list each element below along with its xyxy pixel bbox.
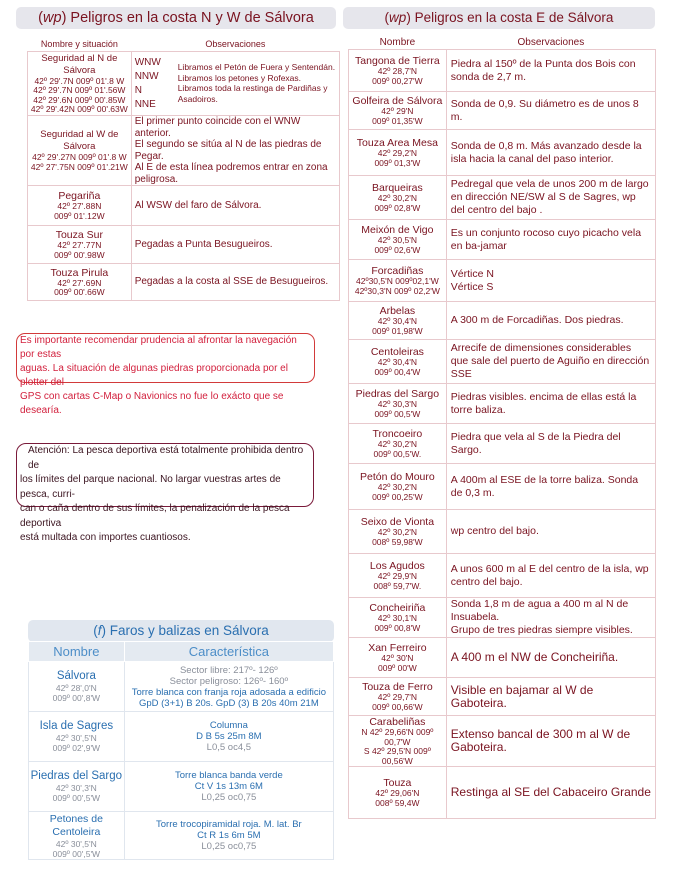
- observation: Restinga al SE del Cabaceiro Grande: [446, 767, 655, 819]
- observation: wp centro del bajo.: [446, 510, 655, 554]
- hazard-name: Arbelas: [379, 305, 416, 317]
- light-coords: 42º 30',3'N: [55, 783, 97, 793]
- observation: A 400 m el NW de Concheiriña.: [446, 638, 655, 678]
- hazard-name: Troncoeiro: [372, 428, 423, 440]
- hazard-coords: 42º 29'.42N 009º 00'.63W: [30, 104, 128, 114]
- direction: NNW: [134, 71, 159, 82]
- hazard-coords: 009º 01,98'W: [372, 325, 423, 336]
- hazard-name: Touza Pirula: [50, 266, 109, 279]
- hazard-name: Touza Area Mesa: [356, 137, 438, 149]
- hazard-coords: S 42º 29,5'N 009º 00,56'W: [363, 746, 431, 766]
- light-characteristic: L0,25 oc0,75: [201, 792, 257, 803]
- note-line: está multada con importes cuantiosos.: [20, 532, 191, 543]
- table-row: [349, 260, 656, 302]
- hazard-coords: 42º 29'.6N 009º 00'.85W: [33, 94, 126, 105]
- light-name: Isla de Sagres: [39, 720, 114, 732]
- light-name: Petones de Centoleira: [49, 812, 103, 838]
- light-name: Sálvora: [56, 670, 96, 682]
- table-row: [29, 812, 334, 860]
- observation: Piedra que vela al S de la Piedra del Sargo.: [446, 424, 655, 464]
- direction: NNE: [134, 99, 156, 110]
- right-header-title: Peligros en la costa E de Sálvora: [410, 10, 614, 25]
- hazard-name: Carabeliñas: [369, 716, 426, 728]
- hazard-coords: 42º30,5'N 009º02,1'W: [356, 276, 439, 286]
- light-characteristic: L0,25 oc0,75: [201, 841, 257, 852]
- observation: Libramos el Petón de Fuera y Sentendán.: [177, 62, 336, 72]
- hazard-name: Barqueiras: [371, 182, 423, 194]
- table-row: [349, 638, 656, 678]
- direction: WNW: [134, 57, 161, 68]
- right-section-header: (wp) Peligros en la costa E de Sálvora: [343, 7, 655, 29]
- note-line: GPS con cartas C-Map o Navionics no fue lo exácto que se desearía.: [20, 391, 284, 416]
- hazard-coords: 009º 00,5'W: [374, 408, 421, 419]
- note-line: los límites del parque nacional. No largar vuestras artes de pesca, curri-: [20, 474, 281, 500]
- left-col-obs-header: Observaciones: [205, 39, 266, 49]
- table-row: [349, 598, 656, 638]
- observation: Extenso bancal de 300 m al W de Gaboteira.: [446, 716, 655, 767]
- light-characteristic: Sector peligroso: 126º- 160º: [169, 675, 289, 687]
- observation: Al E de esta línea podremos entrar en zona peligrosa.: [134, 162, 328, 185]
- right-col-name-header: Nombre: [379, 37, 416, 48]
- hazard-coords: 42º 29'.7N 009º 01'.8 W: [34, 75, 125, 86]
- hazard-coords: 009º 00'W: [378, 662, 417, 673]
- light-characteristic: Sector libre: 217º- 126º: [179, 664, 278, 676]
- lights-col-name-header: Nombre: [29, 642, 125, 662]
- light-characteristic: GpD (3+1) B 20s. GpD (3) B 20s 40m 21M: [138, 697, 319, 709]
- observation: Vértice N Vértice S: [446, 260, 655, 302]
- light-coords: 009º 02',9'W: [52, 743, 101, 753]
- note-line: aguas. La situación de algunas piedras proporcionada por el plotter del: [20, 363, 288, 388]
- table-row: [349, 554, 656, 598]
- light-coords: 42º 28',0'N: [55, 683, 97, 693]
- observation: Arrecife de dimensiones considerables que sale del puerto de Aguiño en dirección SSE: [446, 340, 655, 384]
- table-row: [349, 767, 656, 819]
- hazard-coords: 009º 01,3'W: [374, 157, 421, 168]
- lights-table: [28, 641, 334, 860]
- observation: Sonda 1,8 m de agua a 400 m al N de Insuabela. Grupo de tres piedras siempre visibles.: [446, 598, 655, 638]
- table-row: [349, 510, 656, 554]
- light-coords: 009º 00',5'W: [52, 848, 101, 859]
- observation: El primer punto coincide con el WNW anterior.: [134, 116, 301, 139]
- hazard-coords: 42º 29,7'N: [377, 692, 417, 702]
- table-row: [349, 340, 656, 384]
- hazard-name: Touza de Ferro: [362, 681, 433, 693]
- left-header-abbr: wp: [43, 10, 62, 26]
- hazard-coords: 009º 00'.66W: [54, 287, 105, 297]
- left-col-name-header: Nombre y situación: [40, 39, 118, 49]
- table-row: [28, 226, 340, 264]
- hazard-coords: 42º30,3'N 009º 02,2'W: [354, 285, 440, 296]
- table-row: [349, 716, 656, 767]
- hazard-coords: 009º 00,5'W.: [373, 448, 422, 459]
- left-section-header: (wp) Peligros en la costa N y W de Sálvora: [16, 7, 336, 29]
- hazard-coords: 42º 28,7'N: [377, 66, 417, 76]
- hazard-coords: 42º 30'N: [381, 653, 414, 663]
- note-line: can o caña dentro de sus límites, la penalización de la pesca deportiva: [20, 503, 290, 529]
- hazard-coords: 42º 29,06'N: [375, 788, 420, 798]
- observation: Es un conjunto rocoso cuyo picacho vela en ba-jamar: [446, 220, 655, 260]
- hazard-coords: 42º 30,4'N: [377, 316, 417, 326]
- light-characteristic: Torre trocopiramidal roja. M. lat. Br: [156, 819, 302, 830]
- hazard-name: Tangona de Tierra: [355, 55, 440, 67]
- observation: Pegadas a Punta Besugueiros.: [131, 226, 339, 264]
- observation: El segundo se sitúa al N de las piedras de Pegar.: [134, 139, 322, 162]
- table-row: [349, 384, 656, 424]
- lights-header-abbr: f: [97, 623, 102, 638]
- hazard-coords: 008º 59,4W: [375, 797, 420, 808]
- observation: Piedras visibles. encima de ellas está la torre baliza.: [446, 384, 655, 424]
- hazard-coords: 42º 30,2'N: [377, 439, 417, 449]
- hazard-name: Forcadiñas: [371, 265, 424, 277]
- hazard-name: Seguridad al N de Sálvora: [41, 52, 118, 76]
- hazard-coords: 42º 29'.27N 009º 01'.8 W: [32, 152, 127, 162]
- hazard-coords: 42º 30,3'N: [377, 399, 417, 409]
- prudence-note: [16, 333, 315, 416]
- fishing-warning-note: [16, 443, 314, 543]
- hazard-coords: 009º 00,4'W: [374, 366, 421, 377]
- observation: A unos 600 m al E del centro de la isla, wp centro del bajo.: [446, 554, 655, 598]
- light-characteristic: Ct V 1s 13m 6M: [194, 781, 263, 792]
- lights-section-header: (f) Faros y balizas en Sálvora: [28, 620, 334, 642]
- table-row: [349, 220, 656, 260]
- table-row: [349, 424, 656, 464]
- hazard-name: Xan Ferreiro: [368, 642, 427, 654]
- hazard-name: Concheiriña: [369, 602, 426, 614]
- light-coords: 009º 00',5'W: [52, 793, 101, 803]
- light-characteristic: Torre blanca con franja roja adosada a edificio: [131, 686, 327, 698]
- hazard-name: Golfeira de Sálvora: [352, 95, 443, 107]
- observation: Sonda de 0,9. Su diámetro es de unos 8 m.: [446, 92, 655, 130]
- lights-col-char-header: Característica: [124, 642, 333, 662]
- hazard-coords: 42º 27'.75N 009º 01'.21W: [30, 161, 128, 172]
- hazard-coords: 009º 00,25'W: [372, 491, 423, 502]
- hazard-name: Pegariña: [58, 190, 101, 202]
- hazard-coords: 009º 01'.12W: [54, 210, 105, 221]
- hazard-coords: 42º 30,5'N: [377, 235, 417, 245]
- hazard-coords: 009º 01,35'W: [372, 115, 423, 126]
- table-row: [349, 464, 656, 510]
- hazard-name: Centoleiras: [370, 346, 424, 358]
- table-row: [29, 762, 334, 812]
- hazard-coords: 42º 29,9'N: [377, 571, 417, 581]
- observation: A 400m al ESE de la torre baliza. Sonda de 0,3 m.: [446, 464, 655, 510]
- light-characteristic: D B 5s 25m 8M: [196, 731, 262, 742]
- hazard-coords: 009º 00,8'W: [374, 622, 421, 633]
- hazard-coords: 009º 00,27'W: [372, 75, 423, 86]
- lights-header-title: Faros y balizas en Sálvora: [105, 623, 269, 638]
- table-row: [29, 712, 334, 762]
- table-row: [349, 302, 656, 340]
- hazard-name: Seixo de Vionta: [360, 516, 435, 528]
- hazard-name: Piedras del Sargo: [355, 388, 440, 400]
- note-line: Es importante recomendar prudencia al afrontar la navegación por estas: [20, 335, 297, 360]
- table-row: [28, 264, 340, 301]
- hazard-coords: 009º 02,8'W: [374, 202, 421, 213]
- light-characteristic: L0,5 oc4,5: [206, 742, 252, 753]
- observation: Libramos los petones y Rofexas.: [177, 72, 302, 83]
- direction: N: [134, 85, 142, 96]
- hazard-coords: 42º 27'.77N: [57, 240, 102, 250]
- hazard-coords: 009º 00'.98W: [54, 249, 105, 260]
- hazard-name: Petón do Mouro: [360, 471, 435, 483]
- hazard-coords: 009º 02,6'W: [374, 244, 421, 255]
- hazard-coords: 42º 30,4'N: [377, 357, 417, 367]
- note-line: Atención: La pesca deportiva está totalmente prohibida dentro de: [28, 445, 304, 471]
- hazard-coords: 008º 59,98'W: [372, 536, 423, 547]
- hazard-coords: 42º 30,2'N: [377, 482, 417, 492]
- hazard-name: Los Agudos: [369, 560, 425, 572]
- hazard-coords: 009º 00,66'W: [372, 701, 423, 712]
- observation: Pedregal que vela de unos 200 m de largo en dirección NE/SW al S de Sagres, wp del centro del bajo .: [446, 176, 655, 220]
- table-row: [349, 678, 656, 716]
- light-coords: 42º 30',5'N: [55, 838, 97, 849]
- hazard-coords: 008º 59,7'W.: [373, 580, 422, 591]
- left-header-title: Peligros en la costa N y W de Sálvora: [66, 10, 314, 26]
- light-characteristic: Ct R 1s 6m 5M: [197, 830, 261, 841]
- hazard-name: Touza: [383, 777, 412, 789]
- right-col-obs-header: Observaciones: [517, 37, 585, 48]
- hazard-coords: 42º 30,1'N: [377, 613, 417, 623]
- observation: A 300 m de Forcadiñas. Dos piedras.: [446, 302, 655, 340]
- table-row: [349, 176, 656, 220]
- table-row: [349, 92, 656, 130]
- hazard-coords: 42º 27'.69N: [57, 277, 102, 288]
- hazard-coords: 42º 27'.88N: [57, 201, 102, 211]
- left-hazards-table: [27, 38, 340, 301]
- observation: Pegadas a la costa al SSE de Besugueiros.: [131, 264, 339, 301]
- hazard-name: Seguridad al W de Sálvora: [40, 129, 119, 152]
- light-coords: 009º 00',8'W: [52, 693, 101, 703]
- light-characteristic: Columna: [209, 720, 248, 731]
- hazard-coords: 42º 29'.7N 009º 01'.56W: [33, 85, 126, 95]
- right-hazards-table: [348, 36, 656, 819]
- hazard-name: Meixón de Vigo: [361, 224, 434, 236]
- table-row: [349, 130, 656, 176]
- hazard-coords: 42º 29'N: [381, 106, 414, 116]
- observation: Piedra al 150º de la Punta dos Bois con sonda de 2,7 m.: [446, 50, 655, 92]
- right-header-abbr: wp: [389, 10, 407, 25]
- hazard-coords: 42º 30,2'N: [377, 193, 417, 203]
- hazard-name: Touza Sur: [55, 229, 103, 241]
- observation: Visible en bajamar al W de Gaboteira.: [446, 678, 655, 716]
- table-row: [29, 662, 334, 712]
- observation: Al WSW del faro de Sálvora.: [131, 186, 339, 226]
- hazard-coords: N 42º 29,66'N 009º 00,7'W: [361, 727, 434, 747]
- observation: Sonda de 0,8 m. Más avanzado desde la isla hacia la canal del paso interior.: [446, 130, 655, 176]
- light-name: Piedras del Sargo: [30, 770, 123, 782]
- table-row: [28, 116, 340, 186]
- light-coords: 42º 30',5'N: [55, 733, 97, 743]
- observation: Libramos toda la restinga de Pardiñas y Asadoiros.: [177, 83, 328, 104]
- hazard-coords: 42º 29,2'N: [377, 148, 417, 158]
- table-row: [349, 50, 656, 92]
- hazard-coords: 42º 30,2'N: [377, 527, 417, 537]
- light-characteristic: Torre blanca banda verde: [174, 770, 283, 781]
- table-row: [28, 52, 340, 116]
- table-row: [28, 186, 340, 226]
